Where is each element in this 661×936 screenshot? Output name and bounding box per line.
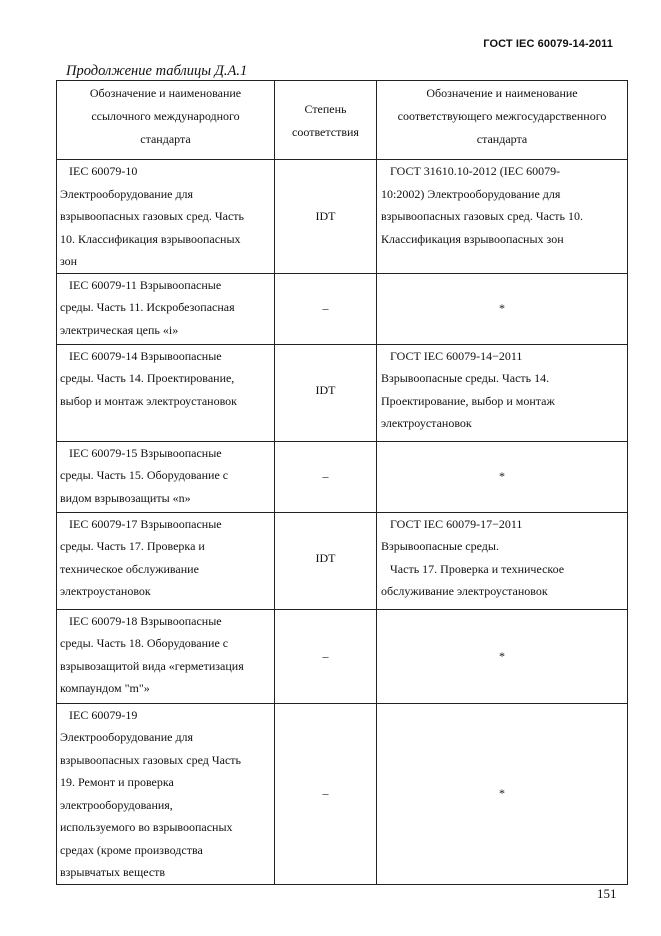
table-row — [57, 344, 628, 441]
degree-cell: – — [275, 441, 377, 512]
table-row — [57, 160, 628, 274]
interstate-standard-cell: * — [377, 441, 628, 512]
degree-cell: – — [275, 273, 377, 344]
header-intl-standard: Обозначение и наименование ссылочного международного стандарта — [57, 81, 275, 160]
interstate-standard-cell: ГОСТ IEC 60079-14−2011 Взрывоопасные среды. Часть 14. Проектирование, выбор и монтаж электроустановок — [377, 344, 628, 441]
table-row — [57, 441, 628, 512]
table-caption: Продолжение таблицы Д.А.1 — [66, 63, 248, 79]
intl-standard-cell: IEC 60079-10 Электрооборудование для взрывоопасных газовых сред. Часть 10. Классификация взрывоопасных зон — [57, 160, 275, 274]
table-row — [57, 273, 628, 344]
intl-standard-cell: IEC 60079-11 Взрывоопасные среды. Часть 11. Искробезопасная электрическая цепь «i» — [57, 273, 275, 344]
page-number: 151 — [597, 886, 617, 901]
interstate-standard-cell: * — [377, 609, 628, 703]
header-degree: Степень соответствия — [275, 81, 377, 160]
table-row — [57, 512, 628, 609]
standards-correspondence-table — [56, 80, 628, 885]
document-code-header: ГОСТ IEC 60079-14-2011 — [483, 38, 613, 50]
degree-cell: – — [275, 703, 377, 884]
degree-cell: IDT — [275, 344, 377, 441]
degree-cell: IDT — [275, 512, 377, 609]
interstate-standard-cell: * — [377, 273, 628, 344]
interstate-standard-cell: ГОСТ IEC 60079-17−2011 Взрывоопасные среды. Часть 17. Проверка и техническое обслуживание электроустановок — [377, 512, 628, 609]
intl-standard-cell: IEC 60079-15 Взрывоопасные среды. Часть 15. Оборудование с видом взрывозащиты «n» — [57, 441, 275, 512]
table-header-row — [57, 81, 628, 160]
intl-standard-cell: IEC 60079-19 Электрооборудование для взрывоопасных газовых сред Часть 19. Ремонт и проверка электрооборудования, используемого во взрывоопасных средах (кроме производства взрывчатых веществ — [57, 703, 275, 884]
header-interstate-standard: Обозначение и наименование соответствующего межгосударственного стандарта — [377, 81, 628, 160]
degree-cell: – — [275, 609, 377, 703]
degree-cell: IDT — [275, 160, 377, 274]
interstate-standard-cell: ГОСТ 31610.10-2012 (IEC 60079- 10:2002) Электрооборудование для взрывоопасных газовых сред. Часть 10. Классификация взрывоопасных зон — [377, 160, 628, 274]
intl-standard-cell: IEC 60079-14 Взрывоопасные среды. Часть 14. Проектирование, выбор и монтаж электроустановок — [57, 344, 275, 441]
table-row — [57, 609, 628, 703]
interstate-standard-cell: * — [377, 703, 628, 884]
intl-standard-cell: IEC 60079-17 Взрывоопасные среды. Часть 17. Проверка и техническое обслуживание электроустановок — [57, 512, 275, 609]
intl-standard-cell: IEC 60079-18 Взрывоопасные среды. Часть 18. Оборудование с взрывозащитой вида «герметизация компаундом "m"» — [57, 609, 275, 703]
table-row — [57, 703, 628, 884]
